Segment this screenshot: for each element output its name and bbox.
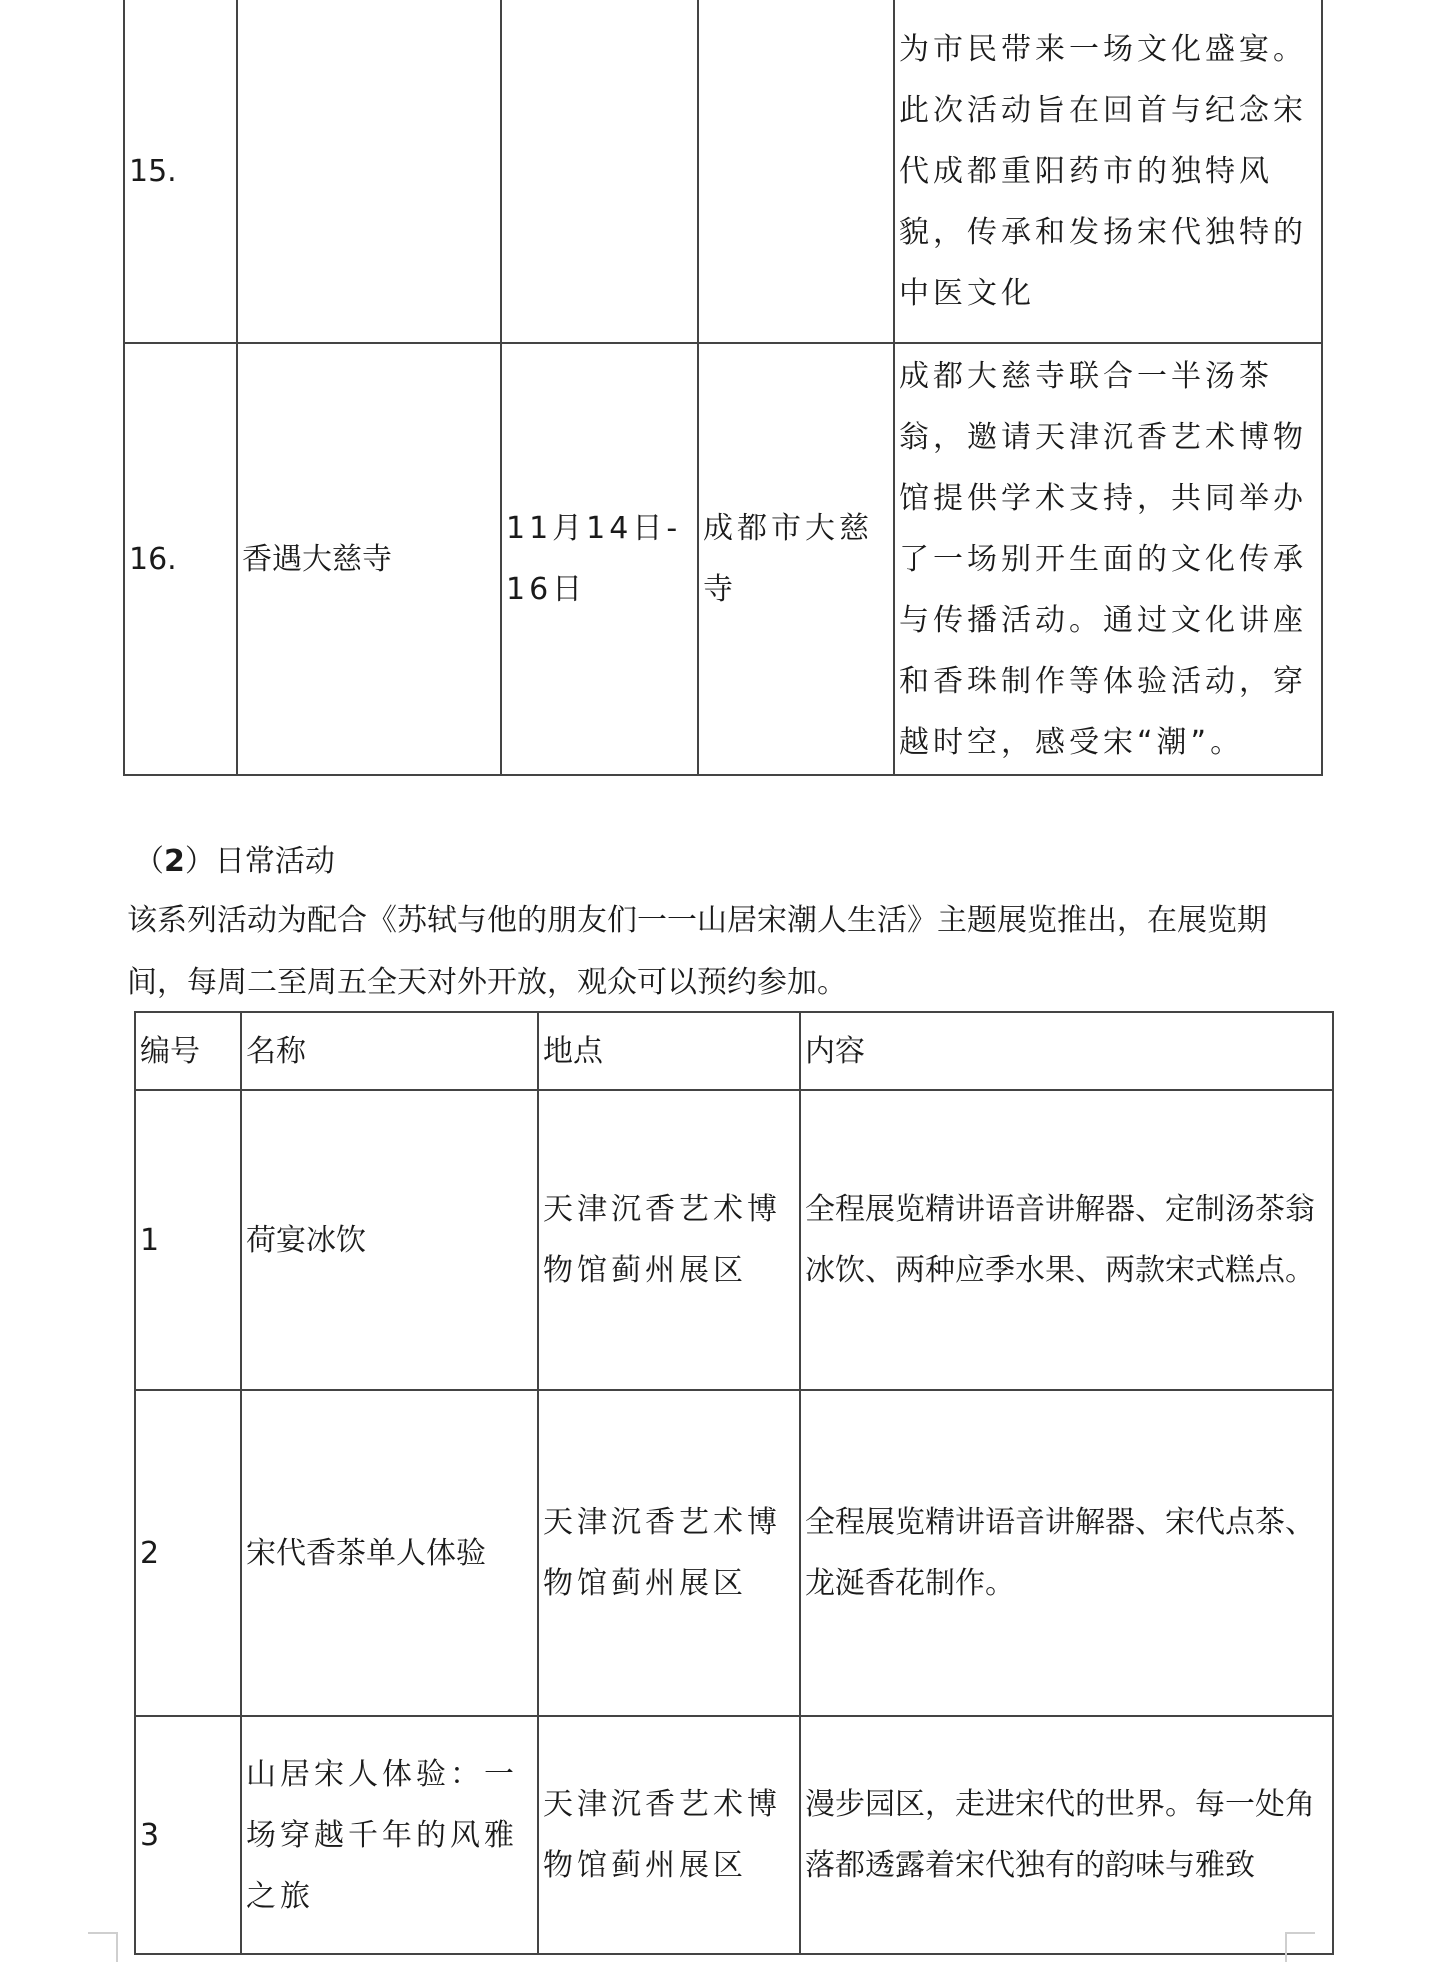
activity-date [501,0,698,343]
activity-place [698,0,894,343]
activity-place: 天津沉香艺术博物馆蓟州展区 [538,1390,800,1716]
table-row [135,1390,1333,1716]
activity-name [237,0,501,343]
activities-table-continued [123,0,1323,776]
daily-activities-table [134,1011,1334,1955]
activity-name: 香遇大慈寺 [237,343,501,775]
row-number: 3 [135,1716,241,1954]
activity-date: 11月14日-16日 [501,343,698,775]
activity-content: 全程展览精讲语音讲解器、宋代点茶、龙涎香花制作。 [800,1390,1333,1716]
row-number: 1 [135,1090,241,1390]
crop-mark-right [1285,1932,1315,1962]
crop-mark-left [88,1932,118,1962]
section-heading: （2）日常活动 [134,844,335,879]
activity-content: 为市民带来一场文化盛宴。此次活动旨在回首与纪念宋代成都重阳药市的独特风貌，传承和发扬宋代独特的中医文化 [894,0,1322,343]
header-place: 地点 [538,1012,800,1090]
row-number: 2 [135,1390,241,1716]
section-title: 日常活动 [214,844,335,879]
activity-content: 成都大慈寺联合一半汤茶翁，邀请天津沉香艺术博物馆提供学术支持，共同举办了一场别开生面的文化传承与传播活动。通过文化讲座和香珠制作等体验活动，穿越时空，感受宋“潮”。 [894,343,1322,775]
activity-place: 成都市大慈寺 [698,343,894,775]
table-header-row [135,1012,1333,1090]
activity-content: 全程展览精讲语音讲解器、定制汤茶翁冰饮、两种应季水果、两款宋式糕点。 [800,1090,1333,1390]
activity-name: 宋代香茶单人体验 [241,1390,538,1716]
header-number: 编号 [135,1012,241,1090]
row-number: 15. [124,0,237,343]
activity-place: 天津沉香艺术博物馆蓟州展区 [538,1716,800,1954]
header-name: 名称 [241,1012,538,1090]
activity-content: 漫步园区，走进宋代的世界。每一处角落都透露着宋代独有的韵味与雅致 [800,1716,1333,1954]
table-row [135,1716,1333,1954]
activity-name: 荷宴冰饮 [241,1090,538,1390]
section-number: 2 [164,844,185,879]
header-content: 内容 [800,1012,1333,1090]
table-row [135,1090,1333,1390]
table-row [124,0,1322,343]
section-intro: 该系列活动为配合《苏轼与他的朋友们一一山居宋潮人生活》主题展览推出，在展览期间，每周二至周五全天对外开放，观众可以预约参加。 [127,903,1267,1000]
table-row [124,343,1322,775]
activity-place: 天津沉香艺术博物馆蓟州展区 [538,1090,800,1390]
activity-name: 山居宋人体验：一场穿越千年的风雅之旅 [241,1716,538,1954]
row-number: 16. [124,343,237,775]
